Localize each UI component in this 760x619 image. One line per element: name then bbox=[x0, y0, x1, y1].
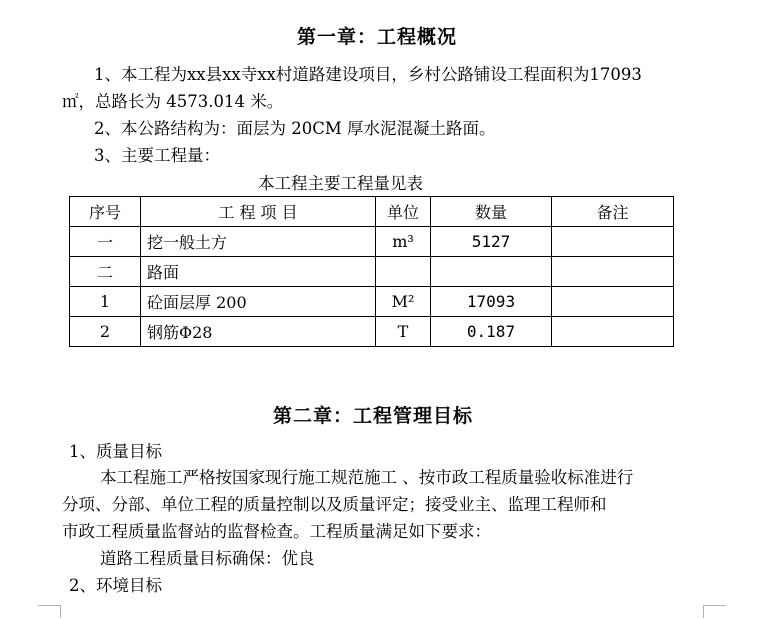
section-1-line-2: 分项、分部、单位工程的质量控制以及质量评定；接受业主、监理工程师和 bbox=[62, 495, 607, 514]
table-header-row bbox=[70, 197, 674, 227]
paragraph-3: 3、主要工程量： bbox=[94, 146, 220, 165]
table-cell: M² bbox=[376, 287, 431, 317]
table-cell: 挖一般土方 bbox=[141, 227, 376, 257]
table-cell: m³ bbox=[376, 227, 431, 257]
table-cell bbox=[552, 227, 674, 257]
section-1-line-3: 市政工程质量监督站的监督检查。工程质量满足如下要求： bbox=[62, 522, 491, 541]
table-cell: T bbox=[376, 317, 431, 347]
table-cell: 砼面层厚 200 bbox=[141, 287, 376, 317]
table-row bbox=[70, 317, 674, 347]
quantities-table bbox=[69, 196, 674, 347]
header-cell-item: 工 程 项 目 bbox=[141, 197, 376, 227]
table-cell: 1 bbox=[70, 287, 141, 317]
chapter-2-title: 第二章：工程管理目标 bbox=[273, 405, 474, 427]
paragraph-1-line-2: ㎡，总路长为 4573.014 米。 bbox=[62, 92, 284, 111]
table-cell bbox=[552, 257, 674, 287]
table-cell: 0.187 bbox=[431, 317, 552, 347]
chapter-1-title: 第一章：工程概况 bbox=[297, 26, 458, 48]
table-row bbox=[70, 287, 674, 317]
header-cell-remark: 备注 bbox=[552, 197, 674, 227]
table-cell: 2 bbox=[70, 317, 141, 347]
section-1-heading: 1、质量目标 bbox=[69, 442, 162, 461]
table-cell: 钢筋Φ28 bbox=[141, 317, 376, 347]
table-cell: 路面 bbox=[141, 257, 376, 287]
section-2-heading: 2、环境目标 bbox=[69, 576, 162, 595]
page-corner-mark-left bbox=[38, 605, 61, 618]
section-1-line-1: 本工程施工严格按国家现行施工规范施工 、按市政工程质量验收标准进行 bbox=[100, 468, 634, 487]
table-cell bbox=[431, 257, 552, 287]
header-cell-quantity: 数量 bbox=[431, 197, 552, 227]
table-cell: 17093 bbox=[431, 287, 552, 317]
table-cell bbox=[376, 257, 431, 287]
table-cell bbox=[552, 287, 674, 317]
table-caption: 本工程主要工程量见表 bbox=[258, 174, 423, 193]
paragraph-1-line-1: 1、本工程为xx县xx寺xx村道路建设项目，乡村公路铺设工程面积为17093 bbox=[94, 65, 642, 84]
header-cell-no: 序号 bbox=[70, 197, 141, 227]
header-cell-unit: 单位 bbox=[376, 197, 431, 227]
table-cell: 二 bbox=[70, 257, 141, 287]
paragraph-2: 2、本公路结构为：面层为 20CM 厚水泥混凝土路面。 bbox=[94, 119, 496, 138]
table-row bbox=[70, 227, 674, 257]
table-cell bbox=[552, 317, 674, 347]
table-cell: 5127 bbox=[431, 227, 552, 257]
page-corner-mark-right bbox=[703, 605, 726, 618]
quality-goal-line: 道路工程质量目标确保：优良 bbox=[100, 549, 315, 568]
table-cell: 一 bbox=[70, 227, 141, 257]
table-row bbox=[70, 257, 674, 287]
